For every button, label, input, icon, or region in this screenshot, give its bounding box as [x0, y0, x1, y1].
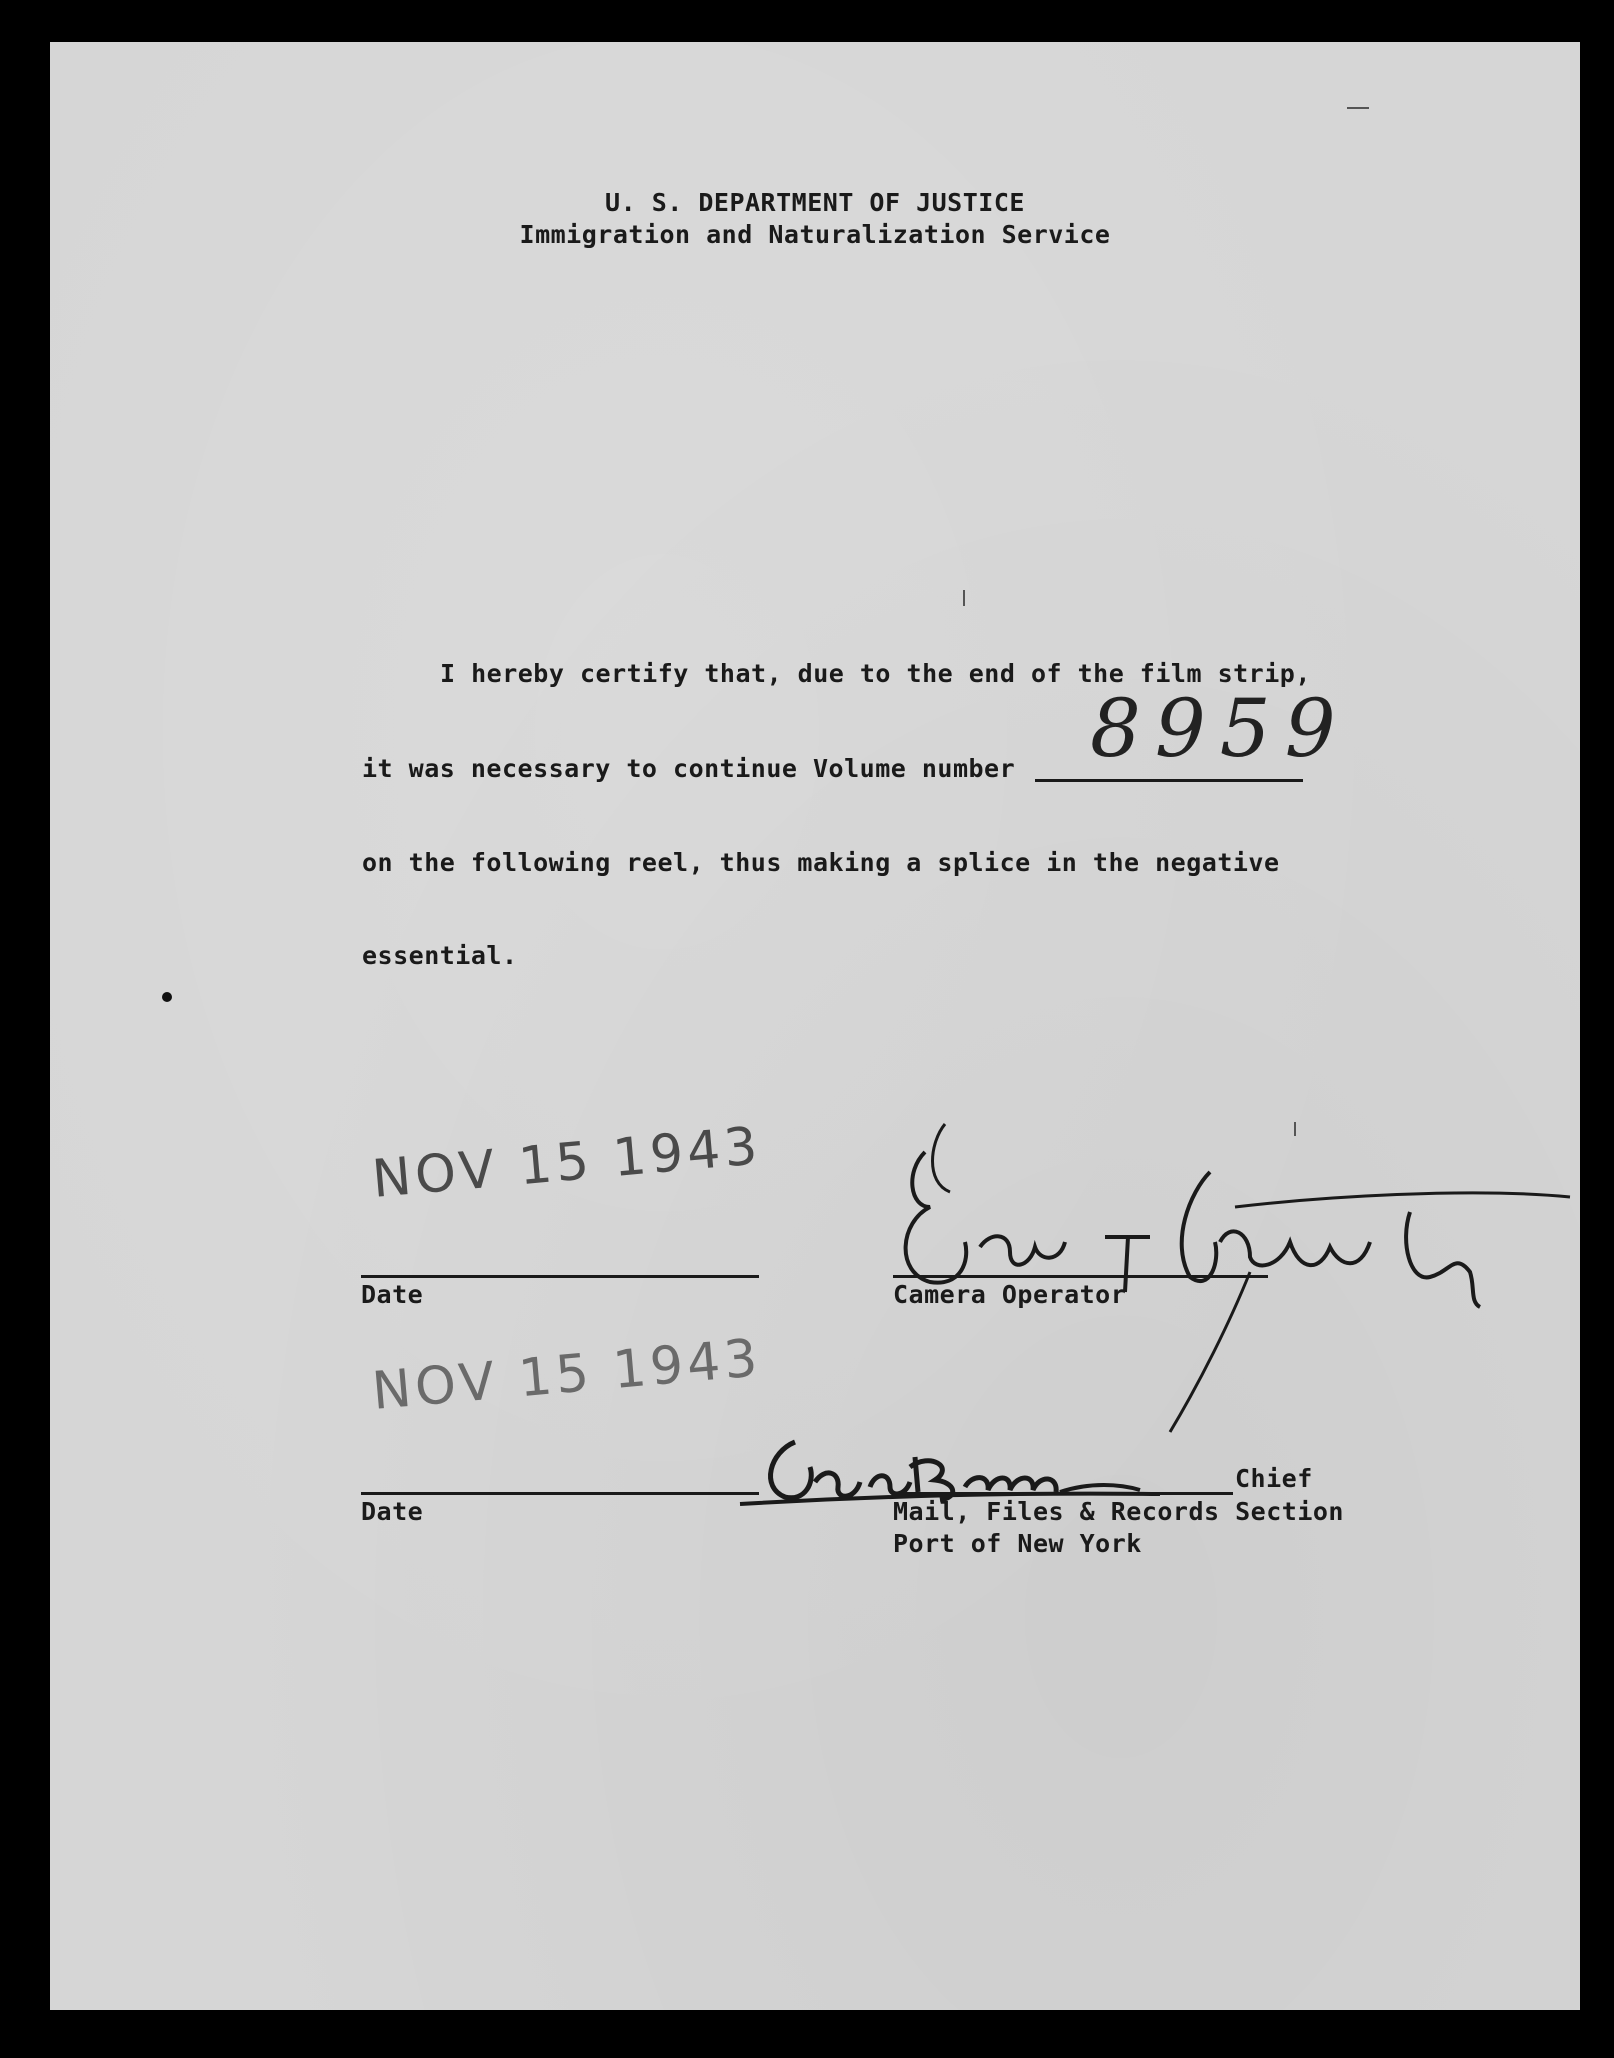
volume-number-handwritten: 8959	[1090, 682, 1350, 775]
date-stamp-2: NOV 15 1943	[369, 1328, 764, 1422]
date-line-2	[361, 1492, 759, 1495]
date-label-2: Date	[361, 1497, 424, 1526]
date-stamp-1: NOV 15 1943	[369, 1116, 764, 1210]
ink-speck	[162, 992, 172, 1002]
certification-line-3: on the following reel, thus making a splice in the negative	[362, 848, 1280, 877]
service-heading: Immigration and Naturalization Service	[519, 220, 1111, 249]
chief-signature-line	[893, 1492, 1233, 1495]
port-line: Port of New York	[893, 1529, 1142, 1558]
scan-mark	[1294, 1122, 1296, 1136]
chief-label: Chief	[1235, 1464, 1313, 1493]
document-page	[50, 42, 1580, 2010]
volume-number-underline	[1035, 779, 1303, 782]
certification-line-2: it was necessary to continue Volume number	[362, 754, 1016, 783]
certification-line-1: I hereby certify that, due to the end of the film strip,	[440, 659, 1311, 688]
camera-operator-label: Camera Operator	[893, 1280, 1127, 1309]
scan-mark	[1347, 107, 1369, 109]
scan-mark	[963, 590, 965, 606]
section-line: Mail, Files & Records Section	[893, 1497, 1344, 1526]
date-label-1: Date	[361, 1280, 424, 1309]
department-heading: U. S. DEPARTMENT OF JUSTICE	[605, 188, 1025, 217]
certification-line-4: essential.	[362, 941, 518, 970]
date-line-1	[361, 1275, 759, 1278]
camera-operator-line	[893, 1275, 1268, 1278]
